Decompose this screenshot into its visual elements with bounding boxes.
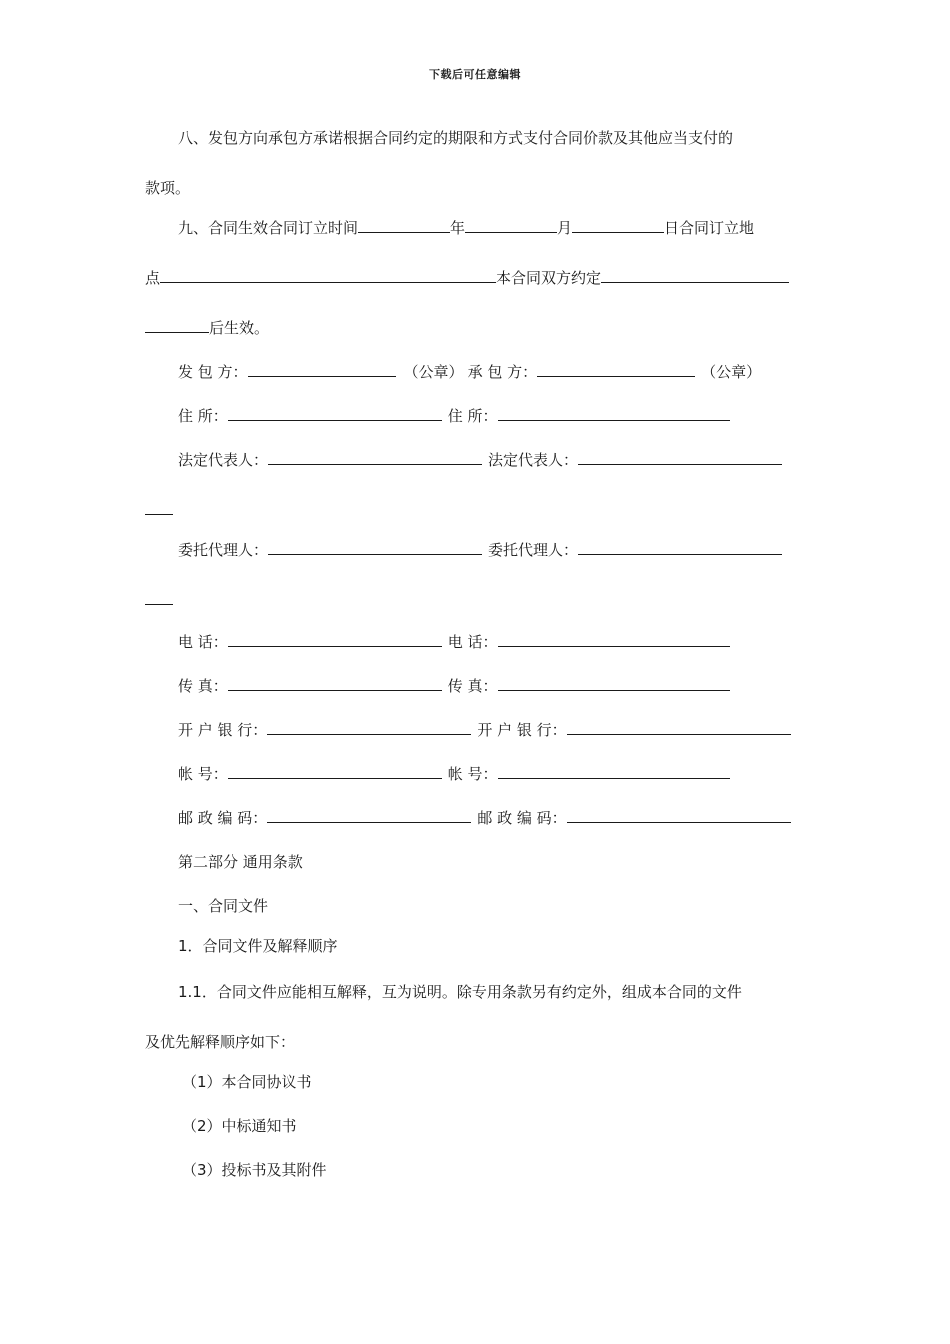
fax-row [178, 676, 730, 696]
employer-address-blank[interactable] [228, 406, 442, 421]
list-item: （1）本合同协议书 [182, 1073, 312, 1091]
contractor-bank-label: 开 户 银 行： [477, 721, 567, 739]
contractor-agent-label: 委托代理人： [488, 541, 579, 559]
employer-agent-label: 委托代理人： [178, 541, 269, 559]
section-8-line-2: 款项。 [145, 179, 191, 197]
address-row [178, 406, 730, 426]
employer-fax-blank[interactable] [228, 676, 442, 691]
year-blank[interactable] [358, 218, 450, 233]
contractor-label: 承 包 方： [467, 363, 538, 381]
contractor-postcode-blank[interactable] [567, 808, 791, 823]
employer-postcode-blank[interactable] [267, 808, 471, 823]
postcode-row [178, 808, 791, 828]
agent-row-cont [145, 590, 173, 610]
clause-1-title: 1．合同文件及解释顺序 [178, 937, 338, 955]
page-header: 下载后可任意编辑 [429, 68, 521, 81]
contractor-seal: （公章） [701, 363, 762, 381]
employer-seal: （公章） [403, 363, 464, 381]
contractor-account-blank[interactable] [498, 764, 730, 779]
employer-fax-label: 传 真： [178, 677, 228, 695]
clause-1-1-line-1: 1.1．合同文件应能相互解释，互为说明。除专用条款另有约定外，组成本合同的文件 [178, 983, 742, 1001]
employer-account-label: 帐 号： [178, 765, 228, 783]
month-blank[interactable] [465, 218, 557, 233]
section-9-prefix: 九、合同生效合同订立时间 [178, 219, 359, 237]
contractor-address-blank[interactable] [498, 406, 730, 421]
section-9-line-3 [145, 318, 269, 338]
employer-contractor-row [178, 362, 761, 382]
employer-legal-rep-blank[interactable] [268, 450, 482, 465]
legal-rep-row-cont [145, 500, 173, 520]
part-2-title: 第二部分 通用条款 [178, 853, 303, 871]
day-blank[interactable] [572, 218, 664, 233]
employer-phone-blank[interactable] [228, 632, 442, 647]
employer-label: 发 包 方： [178, 363, 248, 381]
employer-agent-blank[interactable] [268, 540, 482, 555]
place-blank[interactable] [160, 268, 496, 283]
bank-row [178, 720, 791, 740]
effective-label: 后生效。 [209, 319, 270, 337]
contractor-legal-rep-blank[interactable] [578, 450, 782, 465]
contractor-phone-label: 电 话： [447, 633, 498, 651]
contractor-account-label: 帐 号： [447, 765, 498, 783]
section-9-line-2 [145, 268, 789, 288]
employer-bank-blank[interactable] [267, 720, 471, 735]
employer-phone-label: 电 话： [178, 633, 228, 651]
contractor-legal-rep-blank-cont[interactable] [145, 500, 173, 515]
month-label: 月 [557, 219, 573, 237]
employer-blank[interactable] [248, 362, 396, 377]
agreed-blank[interactable] [601, 268, 789, 283]
list-item: （2）中标通知书 [182, 1117, 297, 1135]
contractor-blank[interactable] [537, 362, 695, 377]
contractor-bank-blank[interactable] [567, 720, 791, 735]
agreed-label: 本合同双方约定 [496, 269, 602, 287]
agent-row [178, 540, 782, 560]
contractor-agent-blank[interactable] [578, 540, 782, 555]
contractor-postcode-label: 邮 政 编 码： [477, 809, 567, 827]
section-1-title: 一、合同文件 [178, 897, 269, 915]
section-8-line-1: 八、发包方向承包方承诺根据合同约定的期限和方式支付合同价款及其他应当支付的 [178, 129, 734, 147]
year-label: 年 [450, 219, 466, 237]
section-9-line-1 [178, 218, 754, 238]
employer-bank-label: 开 户 银 行： [178, 721, 268, 739]
contractor-agent-blank-cont[interactable] [145, 590, 173, 605]
contractor-address-label: 住 所： [447, 407, 498, 425]
contractor-fax-blank[interactable] [498, 676, 730, 691]
agreed-blank-cont[interactable] [145, 318, 209, 333]
contractor-fax-label: 传 真： [447, 677, 498, 695]
account-row [178, 764, 730, 784]
contractor-legal-rep-label: 法定代表人： [488, 451, 579, 469]
clause-1-1-line-2: 及优先解释顺序如下： [145, 1033, 296, 1051]
employer-address-label: 住 所： [178, 407, 228, 425]
employer-account-blank[interactable] [228, 764, 442, 779]
phone-row [178, 632, 730, 652]
place-label: 点 [145, 269, 161, 287]
day-place-label: 日合同订立地 [664, 219, 755, 237]
contractor-phone-blank[interactable] [498, 632, 730, 647]
employer-postcode-label: 邮 政 编 码： [178, 809, 268, 827]
employer-legal-rep-label: 法定代表人： [178, 451, 269, 469]
list-item: （3）投标书及其附件 [182, 1161, 327, 1179]
legal-rep-row [178, 450, 782, 470]
